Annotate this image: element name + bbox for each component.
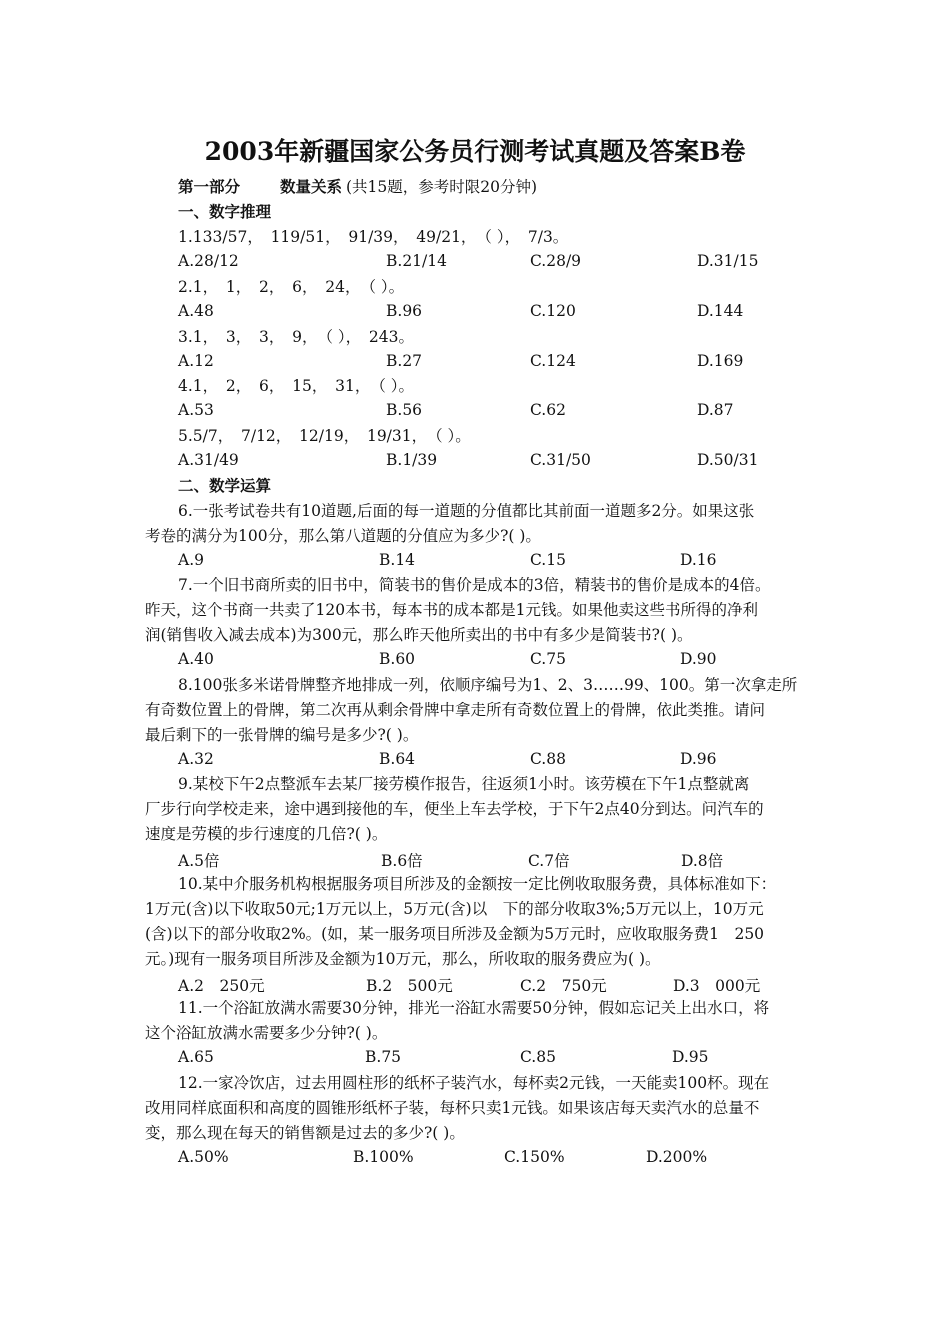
q7-option-d: D.90 bbox=[680, 650, 717, 668]
question-9-line-2: 厂步行向学校走来，途中遇到接他的车，便坐上车去学校，于下午2点40分到达。问汽车的 bbox=[145, 800, 764, 818]
q4-option-b: B.56 bbox=[386, 401, 423, 419]
part-label: 第一部分 bbox=[178, 177, 241, 196]
q1-option-d: D.31/15 bbox=[697, 252, 759, 270]
q12-option-c: C.150% bbox=[504, 1148, 565, 1166]
q6-option-b: B.14 bbox=[379, 551, 416, 569]
q2-option-b: B.96 bbox=[386, 302, 423, 320]
q9-option-c: C.7倍 bbox=[528, 852, 570, 870]
question-8-line-3: 最后剩下的一张骨牌的编号是多少?( )。 bbox=[145, 726, 419, 744]
page-title: 2003年新疆国家公务员行测考试真题及答案B卷 bbox=[204, 137, 746, 166]
question-7-line-2: 昨天，这个书商一共卖了120本书，每本书的成本都是1元钱。如果他卖这些书所得的净利 bbox=[145, 601, 758, 619]
part-name: 数量关系 bbox=[280, 177, 343, 196]
question-2: 2.1， 1， 2， 6， 24， （ ）。 bbox=[178, 278, 405, 296]
question-10-line-4: 元。)现有一服务项目所涉及金额为10万元，那么，所收取的服务费应为( )。 bbox=[145, 950, 661, 968]
question-8-line-2: 有奇数位置上的骨牌，第二次再从剩余骨牌中拿走所有奇数位置上的骨牌，依此类推。请问 bbox=[145, 701, 766, 719]
q3-option-d: D.169 bbox=[697, 352, 744, 370]
q8-option-d: D.96 bbox=[680, 750, 717, 768]
question-4: 4.1， 2， 6， 15， 31， （ ）。 bbox=[178, 377, 414, 395]
q10-option-d: D.3 000元 bbox=[673, 977, 761, 995]
q4-option-c: C.62 bbox=[530, 401, 566, 419]
question-10-line-1: 10.某中介服务机构根据服务项目所涉及的金额按一定比例收取服务费，具体标准如下： bbox=[178, 875, 777, 893]
question-9-line-3: 速度是劳模的步行速度的几倍?( )。 bbox=[145, 825, 388, 843]
q1-option-a: A.28/12 bbox=[178, 252, 239, 270]
q7-option-b: B.60 bbox=[379, 650, 416, 668]
q6-option-d: D.16 bbox=[680, 551, 717, 569]
q4-option-a: A.53 bbox=[178, 401, 214, 419]
question-8-line-1: 8.100张多米诺骨牌整齐地排成一列，依顺序编号为1、2、3……99、100。第一次拿走所 bbox=[178, 676, 798, 694]
part-note: (共15题，参考时限20分钟) bbox=[346, 178, 538, 196]
q4-option-d: D.87 bbox=[697, 401, 734, 419]
q2-option-c: C.120 bbox=[530, 302, 576, 320]
question-1: 1.133/57， 119/51， 91/39， 49/21， （ ）， 7/3。 bbox=[178, 228, 569, 246]
q6-option-c: C.15 bbox=[530, 551, 566, 569]
q12-option-a: A.50% bbox=[178, 1148, 229, 1166]
q3-option-c: C.124 bbox=[530, 352, 576, 370]
q11-option-d: D.95 bbox=[672, 1048, 709, 1066]
question-3: 3.1， 3， 3， 9， （ ）， 243。 bbox=[178, 328, 414, 346]
q2-option-a: A.48 bbox=[178, 302, 214, 320]
question-10-line-3: (含)以下的部分收取2%。(如，某一服务项目所涉及金额为5万元时，应收取服务费1 250 bbox=[145, 925, 765, 943]
q9-option-b: B.6倍 bbox=[381, 852, 423, 870]
question-11-line-2: 这个浴缸放满水需要多少分钟?( )。 bbox=[145, 1024, 388, 1042]
q12-option-b: B.100% bbox=[353, 1148, 414, 1166]
q6-option-a: A.9 bbox=[178, 551, 204, 569]
question-11-line-1: 11.一个浴缸放满水需要30分钟，排光一浴缸水需要50分钟，假如忘记关上出水口，将 bbox=[178, 999, 770, 1017]
q8-option-a: A.32 bbox=[178, 750, 214, 768]
section-heading-math: 二、数学运算 bbox=[178, 476, 272, 495]
q11-option-c: C.85 bbox=[520, 1048, 556, 1066]
question-7-line-1: 7.一个旧书商所卖的旧书中，简装书的售价是成本的3倍，精装书的售价是成本的4倍。 bbox=[178, 576, 771, 594]
q1-option-c: C.28/9 bbox=[530, 252, 582, 270]
q5-option-a: A.31/49 bbox=[178, 451, 239, 469]
q5-option-c: C.31/50 bbox=[530, 451, 591, 469]
q3-option-b: B.27 bbox=[386, 352, 423, 370]
q10-option-c: C.2 750元 bbox=[520, 977, 607, 995]
q8-option-b: B.64 bbox=[379, 750, 416, 768]
question-9-line-1: 9.某校下午2点整派车去某厂接劳模作报告，往返须1小时。该劳模在下午1点整就离 bbox=[178, 775, 750, 793]
q11-option-b: B.75 bbox=[365, 1048, 402, 1066]
section-heading-number-series: 一、数字推理 bbox=[178, 202, 272, 221]
q5-option-b: B.1/39 bbox=[386, 451, 438, 469]
question-12-line-1: 12.一家冷饮店，过去用圆柱形的纸杯子装汽水，每杯卖2元钱，一天能卖100杯。现在 bbox=[178, 1074, 770, 1092]
q7-option-c: C.75 bbox=[530, 650, 566, 668]
question-5: 5.5/7， 7/12， 12/19， 19/31， （ ）。 bbox=[178, 427, 471, 445]
question-12-line-3: 变，那么现在每天的销售额是过去的多少?( )。 bbox=[145, 1124, 465, 1142]
q7-option-a: A.40 bbox=[178, 650, 214, 668]
q2-option-d: D.144 bbox=[697, 302, 744, 320]
question-6-line-2: 考卷的满分为100分，那么第八道题的分值应为多少?( )。 bbox=[145, 527, 541, 545]
q11-option-a: A.65 bbox=[178, 1048, 214, 1066]
question-12-line-2: 改用同样底面积和高度的圆锥形纸杯子装，每杯只卖1元钱。如果该店每天卖汽水的总量不 bbox=[145, 1099, 760, 1117]
question-7-line-3: 润(销售收入减去成本)为300元，那么昨天他所卖出的书中有多少是简装书?( )。 bbox=[145, 626, 693, 644]
q8-option-c: C.88 bbox=[530, 750, 566, 768]
q10-option-a: A.2 250元 bbox=[178, 977, 265, 995]
q3-option-a: A.12 bbox=[178, 352, 214, 370]
q9-option-d: D.8倍 bbox=[681, 852, 724, 870]
q1-option-b: B.21/14 bbox=[386, 252, 447, 270]
question-6-line-1: 6.一张考试卷共有10道题,后面的每一道题的分值都比其前面一道题多2分。如果这张 bbox=[178, 502, 755, 520]
q9-option-a: A.5倍 bbox=[178, 852, 220, 870]
q12-option-d: D.200% bbox=[646, 1148, 708, 1166]
question-10-line-2: 1万元(含)以下收取50元;1万元以上，5万元(含)以 下的部分收取3%;5万元以上，10万元 bbox=[145, 900, 764, 918]
q5-option-d: D.50/31 bbox=[697, 451, 759, 469]
q10-option-b: B.2 500元 bbox=[366, 977, 453, 995]
